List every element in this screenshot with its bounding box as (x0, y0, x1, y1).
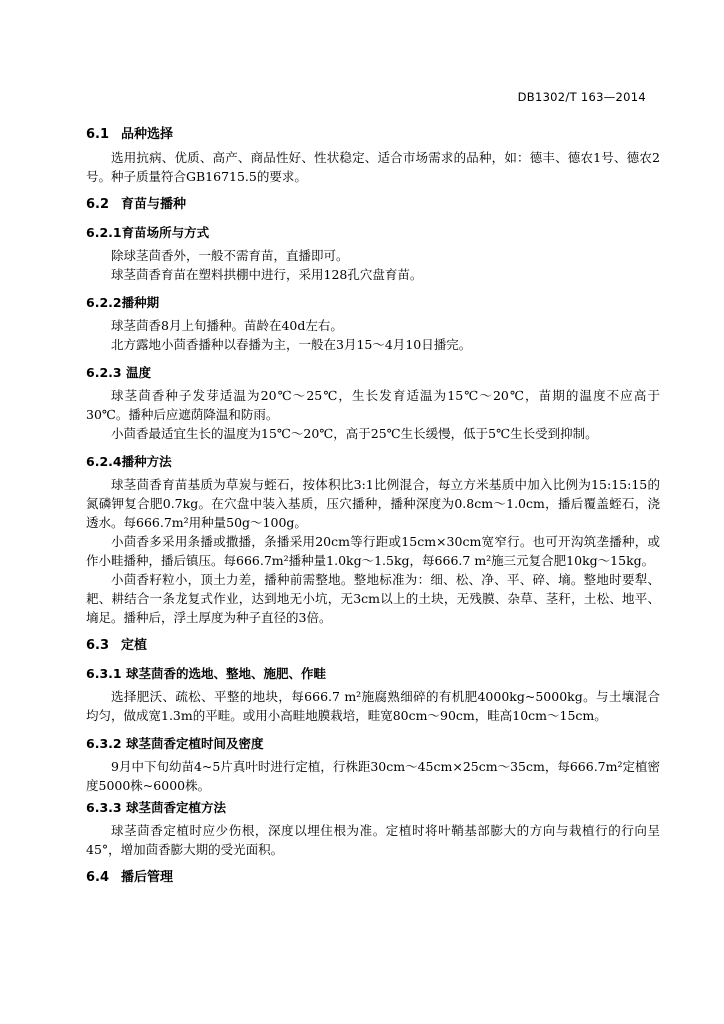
section-heading-6-1: 6.1 品种选择 (86, 127, 174, 142)
section-heading-6-2: 6.2 育苗与播种 (86, 197, 187, 212)
subsection-heading-6-3-3: 6.3.3 球茎茴香定植方法 (86, 800, 226, 815)
paragraph: 球茎茴香种子发芽适温为20℃～25℃，生长发育适温为15℃～20℃，苗期的温度不应高于30℃。播种后应遮荫降温和防雨。 (86, 388, 660, 422)
paragraph: 球茎茴香育苗基质为草炭与蛭石，按体积比3:1比例混合，每立方米基质中加入比例为15:15:15的氮磷钾复合肥0.7kg。在穴盘中装入基质，压穴播种，播种深度为0.8cm～1.0cm，播后覆盖蛭石，浇透水。每666.7m²用种量50g～100g。 (86, 477, 660, 530)
document-code: DB1302/T 163—2014 (517, 90, 646, 104)
subsection-heading-6-2-3: 6.2.3 温度 (86, 365, 151, 380)
paragraph: 球茎茴香定植时应少伤根，深度以埋住根为准。定植时将叶鞘基部膨大的方向与栽植行的行向呈45°，增加茴香膨大期的受光面积。 (86, 823, 660, 857)
paragraph: 小茴香籽粒小，顶土力差，播种前需整地。整地标准为：细、松、净、平、碎、墒。整地时要犁、耙、耕结合一条龙复式作业，达到地无小坑，无3cm以上的土块，无残膜、杂草、茎秆，土松、地平、墒足。播种后，浮土厚度为种子直径的3倍。 (86, 572, 660, 625)
paragraph: 球茎茴香8月上旬播种。苗龄在40d左右。 (111, 318, 343, 333)
section-heading-6-3: 6.3 定植 (86, 638, 148, 653)
paragraph: 选用抗病、优质、高产、商品性好、性状稳定、适合市场需求的品种，如：德丰、德农1号、德农2号。种子质量符合GB16715.5的要求。 (86, 150, 660, 184)
document-body (86, 126, 660, 887)
paragraph: 北方露地小茴香播种以春播为主，一般在3月15～4月10日播完。 (111, 337, 472, 352)
paragraph: 选择肥沃、疏松、平整的地块，每666.7 m²施腐熟细碎的有机肥4000kg~5000kg。与土壤混合均匀，做成宽1.3m的平畦。或用小高畦地膜栽培，畦宽80cm～90cm，畦高10cm～15cm。 (86, 689, 660, 723)
paragraph: 除球茎茴香外，一般不需育苗，直播即可。 (111, 248, 349, 263)
subsection-heading-6-2-1: 6.2.1育苗场所与方式 (86, 225, 210, 240)
paragraph: 小茴香多采用条播或撒播，条播采用20cm等行距或15cm×30cm宽窄行。也可开沟筑垄播种，或作小畦播种，播后镇压。每666.7m²播种量1.0kg～1.5kg，每666.7 m²施三元复合肥10kg～15kg。 (86, 534, 660, 568)
paragraph: 球茎茴香育苗在塑料拱棚中进行，采用128孔穴盘育苗。 (111, 267, 423, 282)
paragraph: 小茴香最适宜生长的温度为15℃～20℃，高于25℃生长缓慢，低于5℃生长受到抑制。 (111, 426, 598, 441)
subsection-heading-6-3-1: 6.3.1 球茎茴香的选地、整地、施肥、作畦 (86, 666, 326, 681)
subsection-heading-6-2-4: 6.2.4播种方法 (86, 454, 172, 469)
paragraph: 9月中下旬幼苗4~5片真叶时进行定植，行株距30cm～45cm×25cm～35cm，每666.7m²定植密度5000株~6000株。 (86, 759, 660, 793)
section-heading-6-4: 6.4 播后管理 (86, 870, 174, 885)
subsection-heading-6-2-2: 6.2.2播种期 (86, 295, 160, 310)
subsection-heading-6-3-2: 6.3.2 球茎茴香定植时间及密度 (86, 736, 264, 751)
